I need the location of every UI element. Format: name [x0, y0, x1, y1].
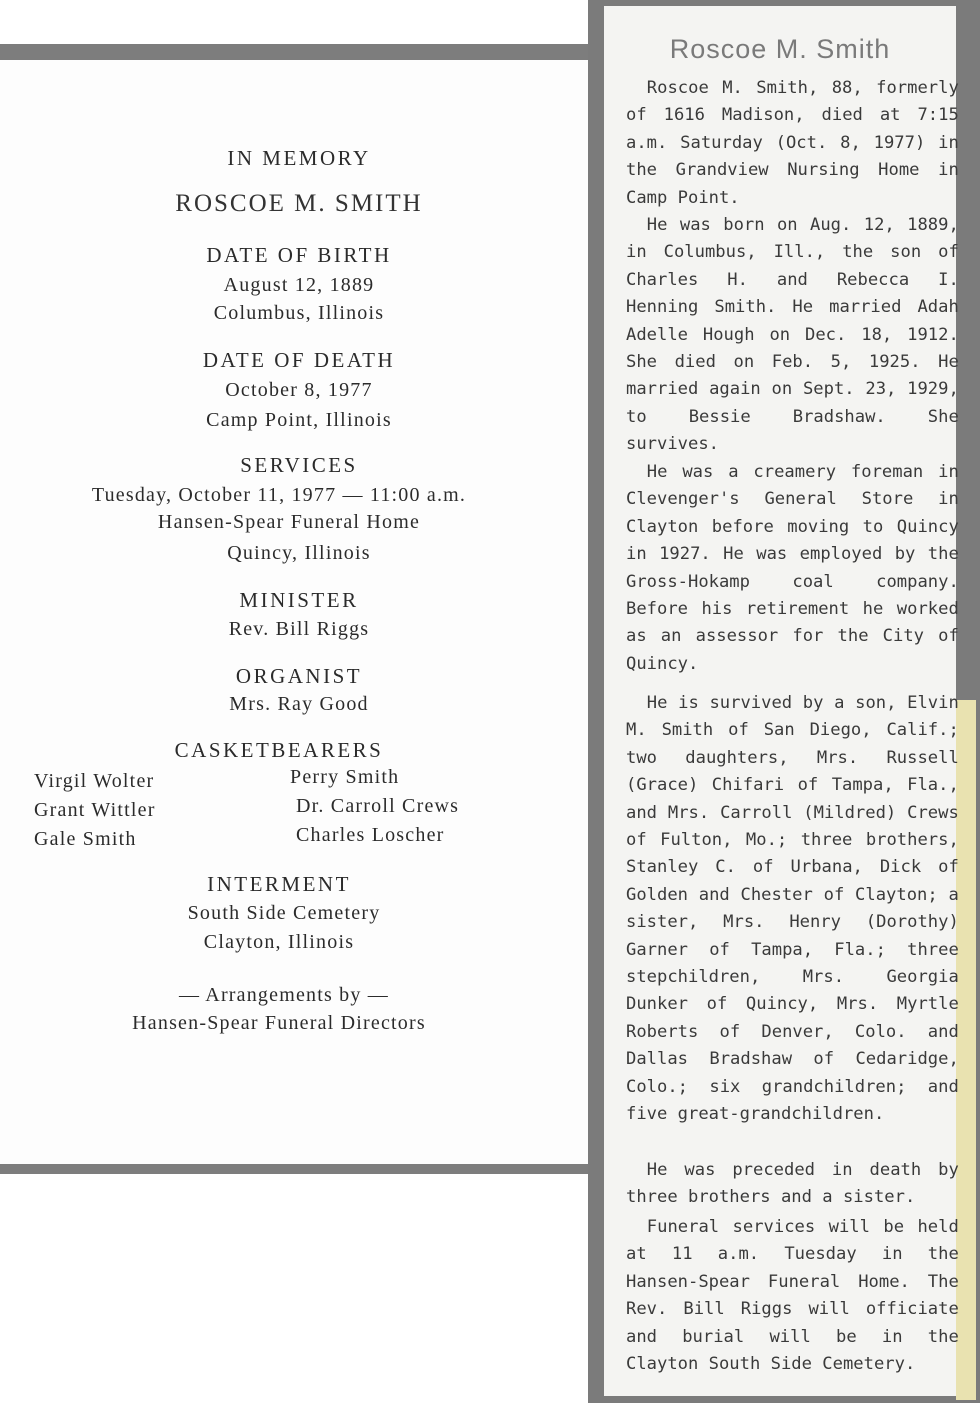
deceased-name: ROSCOE M. SMITH	[175, 190, 423, 217]
clipping-yellowed-edge	[956, 700, 976, 1400]
casketbearer: Gale Smith	[34, 828, 137, 850]
death-heading: DATE OF DEATH	[202, 348, 396, 372]
casketbearers-heading: CASKETBEARERS	[174, 738, 384, 762]
obituary-paragraph: Funeral services will be held at 11 a.m. Tuesday in the Hansen-Spear Funeral Home. The Rev. Bill Riggs will officiate and burial will be in the Clayton South Side Cemetery.	[626, 1217, 959, 1374]
interment-city: Clayton, Illinois	[203, 931, 355, 953]
organist-heading: ORGANIST	[235, 664, 363, 688]
services-when: Tuesday, October 11, 1977 — 11:00 a.m.	[91, 484, 467, 506]
services-home: Hansen-Spear Funeral Home	[157, 511, 421, 533]
birth-heading: DATE OF BIRTH	[206, 243, 392, 267]
obituary-paragraph: He was preceded in death by three brothers and a sister.	[626, 1160, 959, 1207]
services-city: Quincy, Illinois	[227, 542, 371, 564]
casketbearer: Virgil Wolter	[34, 770, 155, 792]
casketbearer: Perry Smith	[290, 766, 400, 788]
services-heading: SERVICES	[240, 453, 358, 477]
obituary-paragraph: He is survived by a son, Elvin M. Smith of San Diego, Calif.; two daughters, Mrs. Russell (Grace) Chifari of Tampa, Fla., and Mrs. Carroll (Mildred) Crews of Fulton, Mo.; three brothers, Stanley C. of Urbana, Dick of Golden and Chester of Clayton; a sister, Mrs. Henry (Dorothy) Garner of Tampa, Fla.; three stepchildren, Mrs. Georgia Dunker of Quincy, Mrs. Myrtle Roberts of Denver, Colo. and Dallas Bradshaw of Cedaridge, Colo.; six grandchildren; and five great-grandchildren.	[626, 693, 959, 1124]
death-place: Camp Point, Illinois	[206, 409, 392, 431]
obituary-paragraph: Roscoe M. Smith, 88, formerly of 1616 Madison, died at 7:15 a.m. Saturday (Oct. 8, 1977) in the Grandview Nursing Home in Camp Point.	[626, 78, 959, 207]
newspaper-clipping	[604, 6, 959, 1396]
casketbearer: Dr. Carroll Crews	[296, 795, 460, 817]
interment-cemetery: South Side Cemetery	[187, 902, 381, 924]
organist-name: Mrs. Ray Good	[229, 693, 369, 715]
memorial-card	[0, 60, 598, 1164]
obituary-paragraph: He was a creamery foreman in Clevenger's General Store in Clayton before moving to Quincy in 1927. He was employed by the Gross-Hokamp coal company. Before his retirement he worked as an assessor for the City of Quincy.	[626, 462, 959, 673]
obituary-title: Roscoe M. Smith	[669, 34, 891, 64]
arrangements-line: — Arrangements by —	[179, 984, 389, 1006]
minister-name: Rev. Bill Riggs	[228, 618, 370, 640]
casketbearer: Grant Wittler	[34, 799, 156, 821]
casketbearer: Charles Loscher	[296, 824, 445, 846]
arrangements-directors: Hansen-Spear Funeral Directors	[132, 1012, 426, 1034]
obituary-paragraph: He was born on Aug. 12, 1889, in Columbus, Ill., the son of Charles H. and Rebecca I. Henning Smith. He married Adah Adelle Hough on Dec. 18, 1912. She died on Feb. 5, 1925. He married again on Sept. 23, 1929, to Bessie Bradshaw. She survives.	[626, 215, 959, 454]
minister-heading: MINISTER	[239, 588, 359, 612]
birth-date: August 12, 1889	[223, 274, 375, 296]
in-memory-heading: IN MEMORY	[227, 146, 371, 170]
birth-place: Columbus, Illinois	[213, 302, 385, 324]
death-date: October 8, 1977	[225, 379, 373, 401]
interment-heading: INTERMENT	[207, 872, 351, 896]
